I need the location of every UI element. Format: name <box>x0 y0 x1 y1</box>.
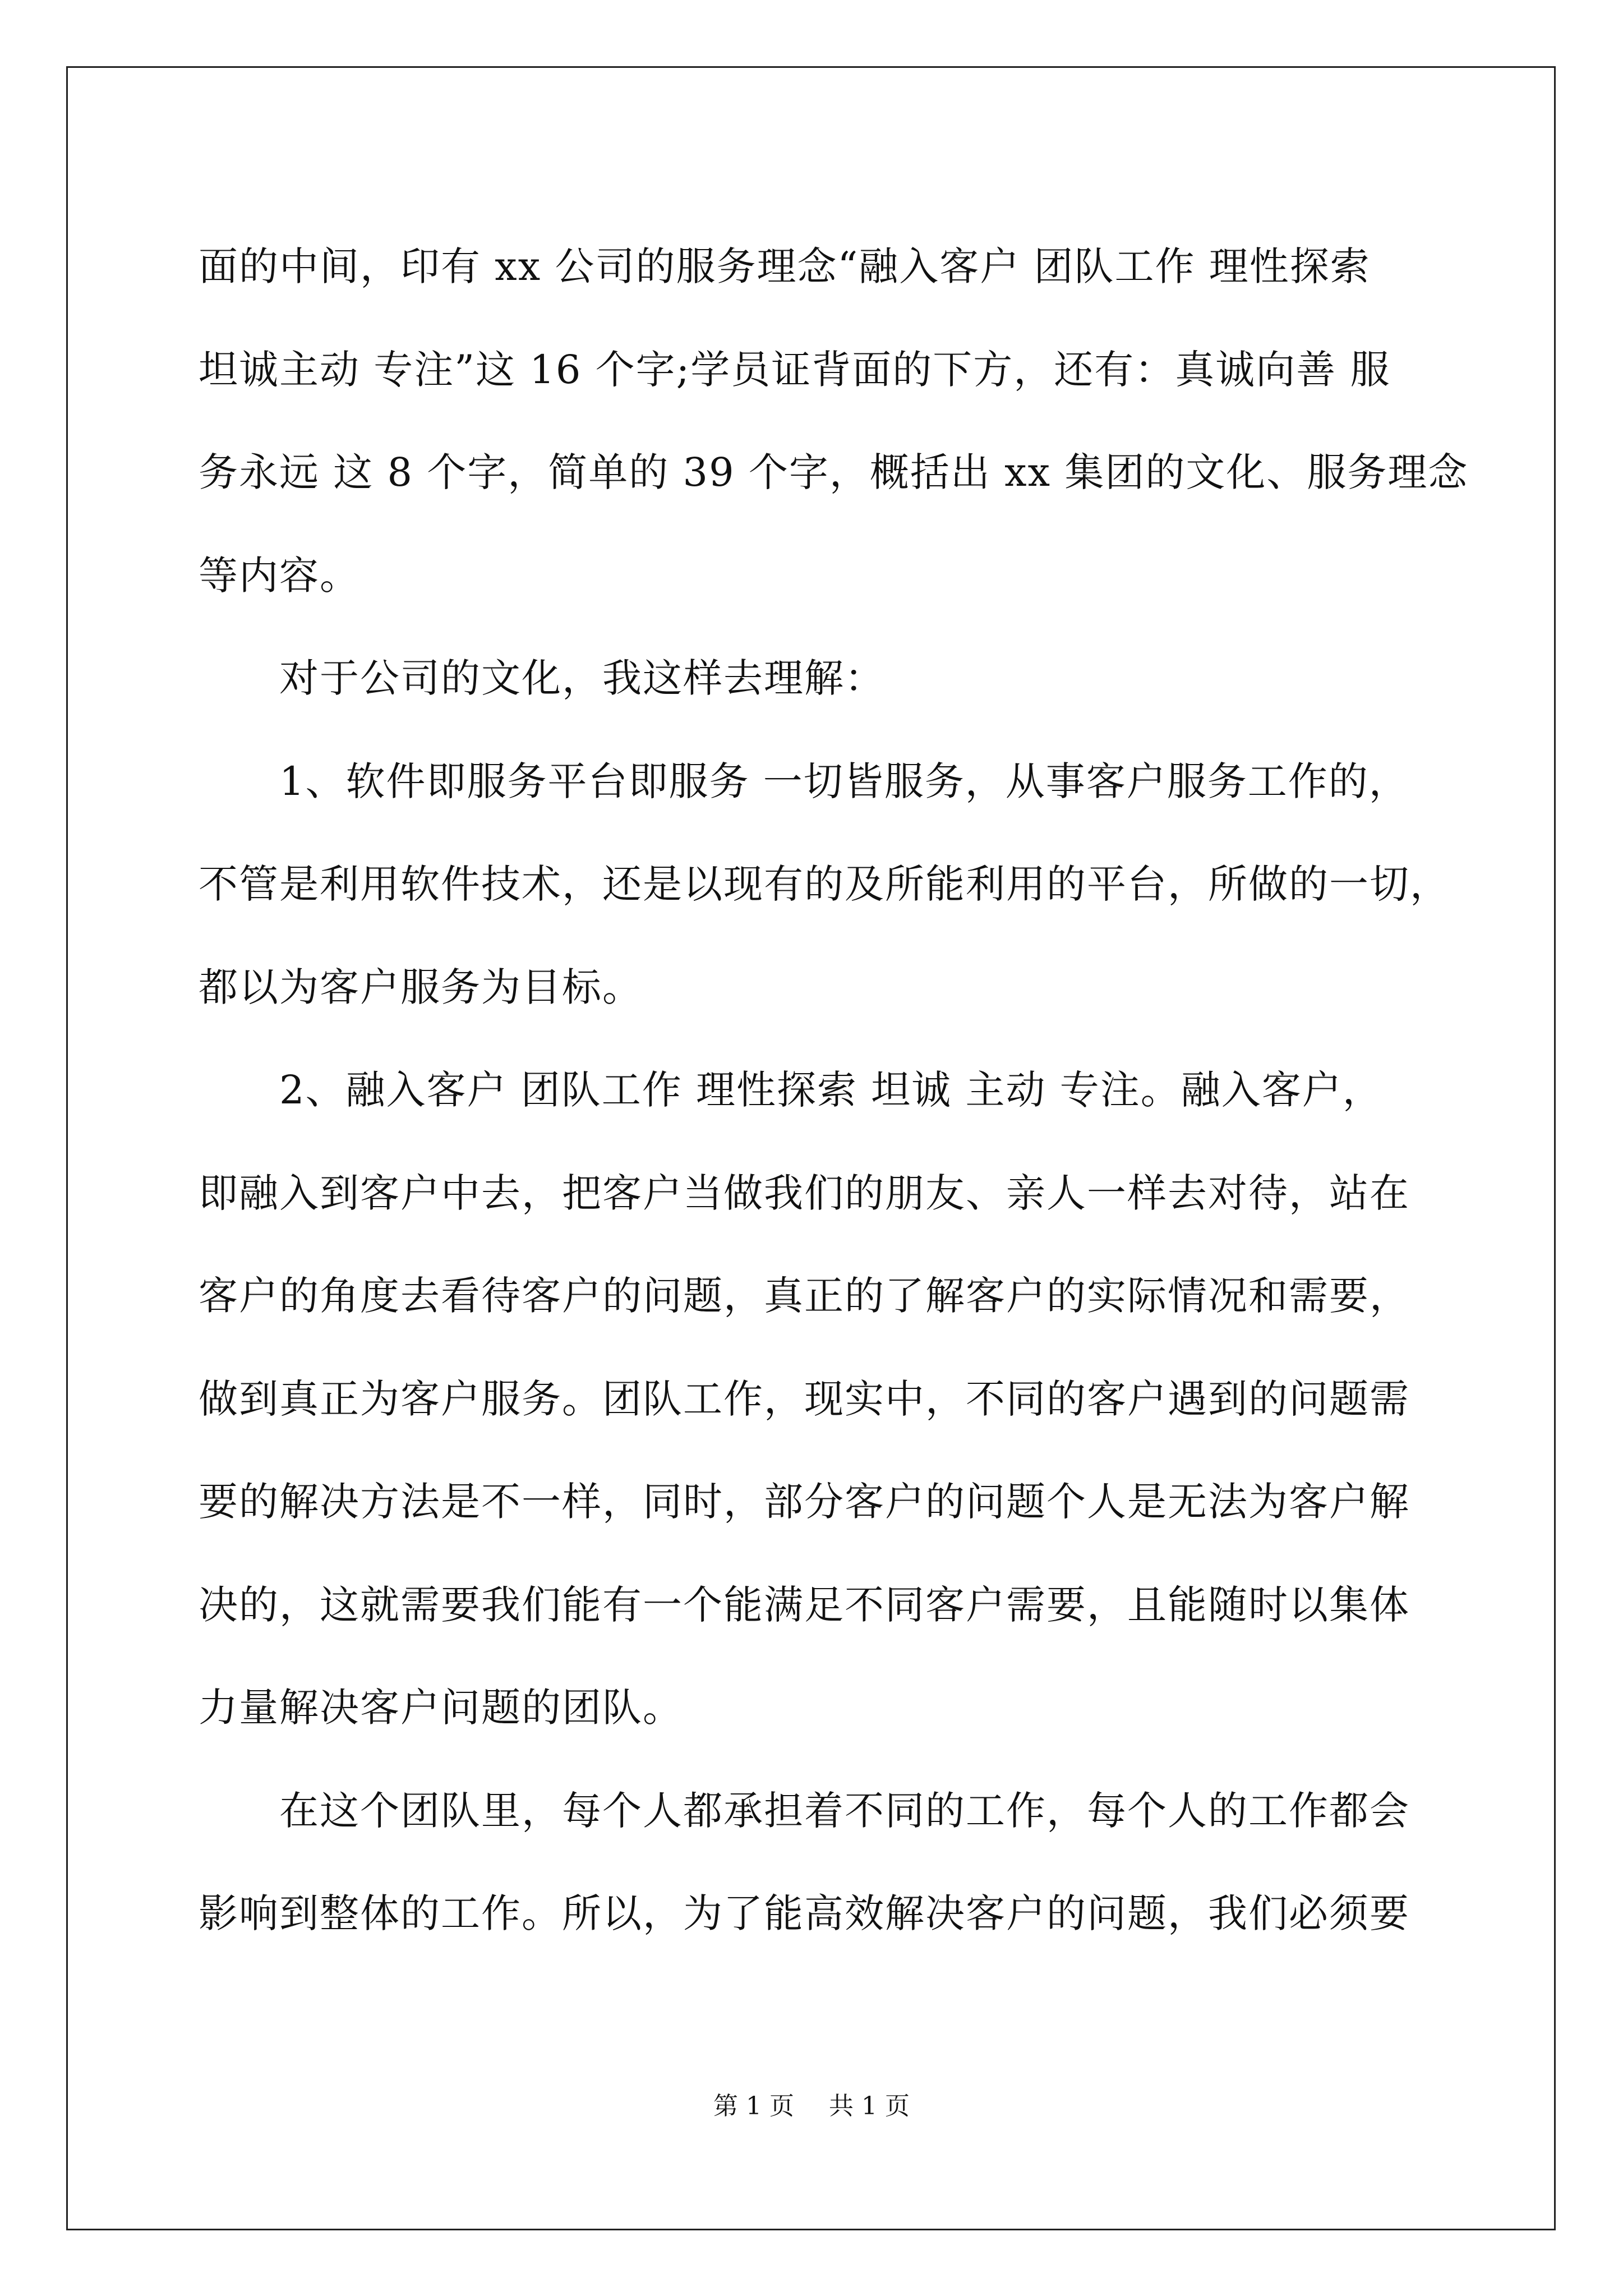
document-body <box>199 215 1469 1966</box>
text-line: 面的中间，印有 xx 公司的服务理念“融入客户 团队工作 理性探索 <box>199 243 1371 289</box>
text-line: 都以为客户服务为目标。 <box>199 964 643 1010</box>
text-line: 要的解决方法是不一样，同时，部分客户的问题个人是无法为客户解 <box>199 1479 1410 1525</box>
text-line: 影响到整体的工作。所以，为了能高效解决客户的问题，我们必须要 <box>199 1890 1410 1936</box>
text-line: 坦诚主动 专注”这 16 个字;学员证背面的下方，还有：真诚向善 服 <box>199 346 1391 393</box>
page-number-current: 第 1 页 <box>713 2092 794 2120</box>
text-line: 等内容。 <box>199 552 360 599</box>
text-line: 做到真正为客户服务。团队工作，现实中，不同的客户遇到的问题需 <box>199 1375 1410 1422</box>
paragraph-first-line: 对于公司的文化，我这样去理解： <box>279 655 885 701</box>
text-line: 务永远 这 8 个字，简单的 39 个字，概括出 xx 集团的文化、服务理念 <box>199 449 1469 495</box>
text-line: 即融入到客户中去，把客户当做我们的朋友、亲人一样去对待，站在 <box>199 1170 1410 1216</box>
page-footer <box>0 2086 1623 2122</box>
paragraph-first-line: 1、软件即服务平台即服务 一切皆服务，从事客户服务工作的， <box>279 758 1409 804</box>
paragraph-first-line: 在这个团队里，每个人都承担着不同的工作，每个人的工作都会 <box>279 1787 1410 1834</box>
text-line: 不管是利用软件技术，还是以现有的及所能利用的平台，所做的一切， <box>199 861 1450 907</box>
text-line: 客户的角度去看待客户的问题，真正的了解客户的实际情况和需要， <box>199 1273 1410 1319</box>
text-line: 力量解决客户问题的团队。 <box>199 1685 683 1731</box>
page-number-total: 共 1 页 <box>829 2092 910 2120</box>
paragraph-first-line: 2、融入客户 团队工作 理性探索 坦诚 主动 专注。融入客户， <box>279 1067 1383 1113</box>
text-line: 决的，这就需要我们能有一个能满足不同客户需要，且能随时以集体 <box>199 1581 1410 1628</box>
